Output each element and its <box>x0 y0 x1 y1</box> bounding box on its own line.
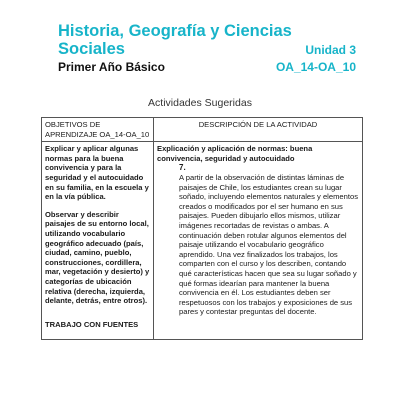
objetivos-cell <box>42 142 154 340</box>
objetivos-header: OBJETIVOS DE APRENDIZAJE OA_14-OA_10 <box>42 118 154 142</box>
objetivo-item: Explicar y aplicar algunas normas para la buena convivencia y para la seguridad y el autocuidado en su familia, en la escuela y en la vía pública. <box>45 144 149 202</box>
subject-title-line2: Sociales <box>58 40 125 58</box>
unit-label: Unidad 3 <box>305 43 356 57</box>
activity-title: Explicación y aplicación de normas: buena convivencia, seguridad y autocuidado <box>157 144 313 163</box>
descripcion-cell <box>154 142 363 340</box>
grade-label: Primer Año Básico <box>58 60 165 74</box>
table-row <box>42 142 363 340</box>
table-header-row <box>42 118 363 142</box>
subtitle-row <box>58 60 358 74</box>
activity-body: A partir de la observación de distintas láminas de paisajes de Chile, los estudiantes crean su lugar soñado, incluyendo elementos naturales y elementos creados o modificados por el ser humano en sus paisajes. Pueden dibujarlo ellos mismos, utilizar imágenes recortadas de revistas o ambas. A continuación deben rotular algunos elementos del paisaje utilizando el vocabulario geográfico aprendido. Una vez finalizados los trabajos, los comparten con el curso y los describen, contando qué características hacen que sea su lugar soñado y qué formas idearían para mantener la buena convivencia en él. Los estudiantes deben ser respetuosos con los trabajos y exposiciones de sus pares y contestar preguntas del docente. <box>179 172 358 317</box>
activity-number: 7. <box>179 163 186 173</box>
activities-table <box>41 117 363 340</box>
objetivo-item: Observar y describir paisajes de su entorno local, utilizando vocabulario geográfico adecuado (país, ciudad, camino, pueblo, construcciones, cordillera, mar, vegetación y desierto) y categorías de ubicación relativa (derecha, izquierda, delante, detrás, entre otros). <box>45 209 150 306</box>
objetivo-item: TRABAJO CON FUENTES <box>45 319 139 329</box>
section-title: Actividades Sugeridas <box>148 97 252 109</box>
oa-range-label: OA_14-OA_10 <box>275 60 356 74</box>
subject-title-line1: Historia, Geografía y Ciencias <box>58 22 292 40</box>
descripcion-header: DESCRIPCIÓN DE LA ACTIVIDAD <box>154 118 363 142</box>
document-header <box>58 22 358 74</box>
title-row <box>58 40 358 58</box>
